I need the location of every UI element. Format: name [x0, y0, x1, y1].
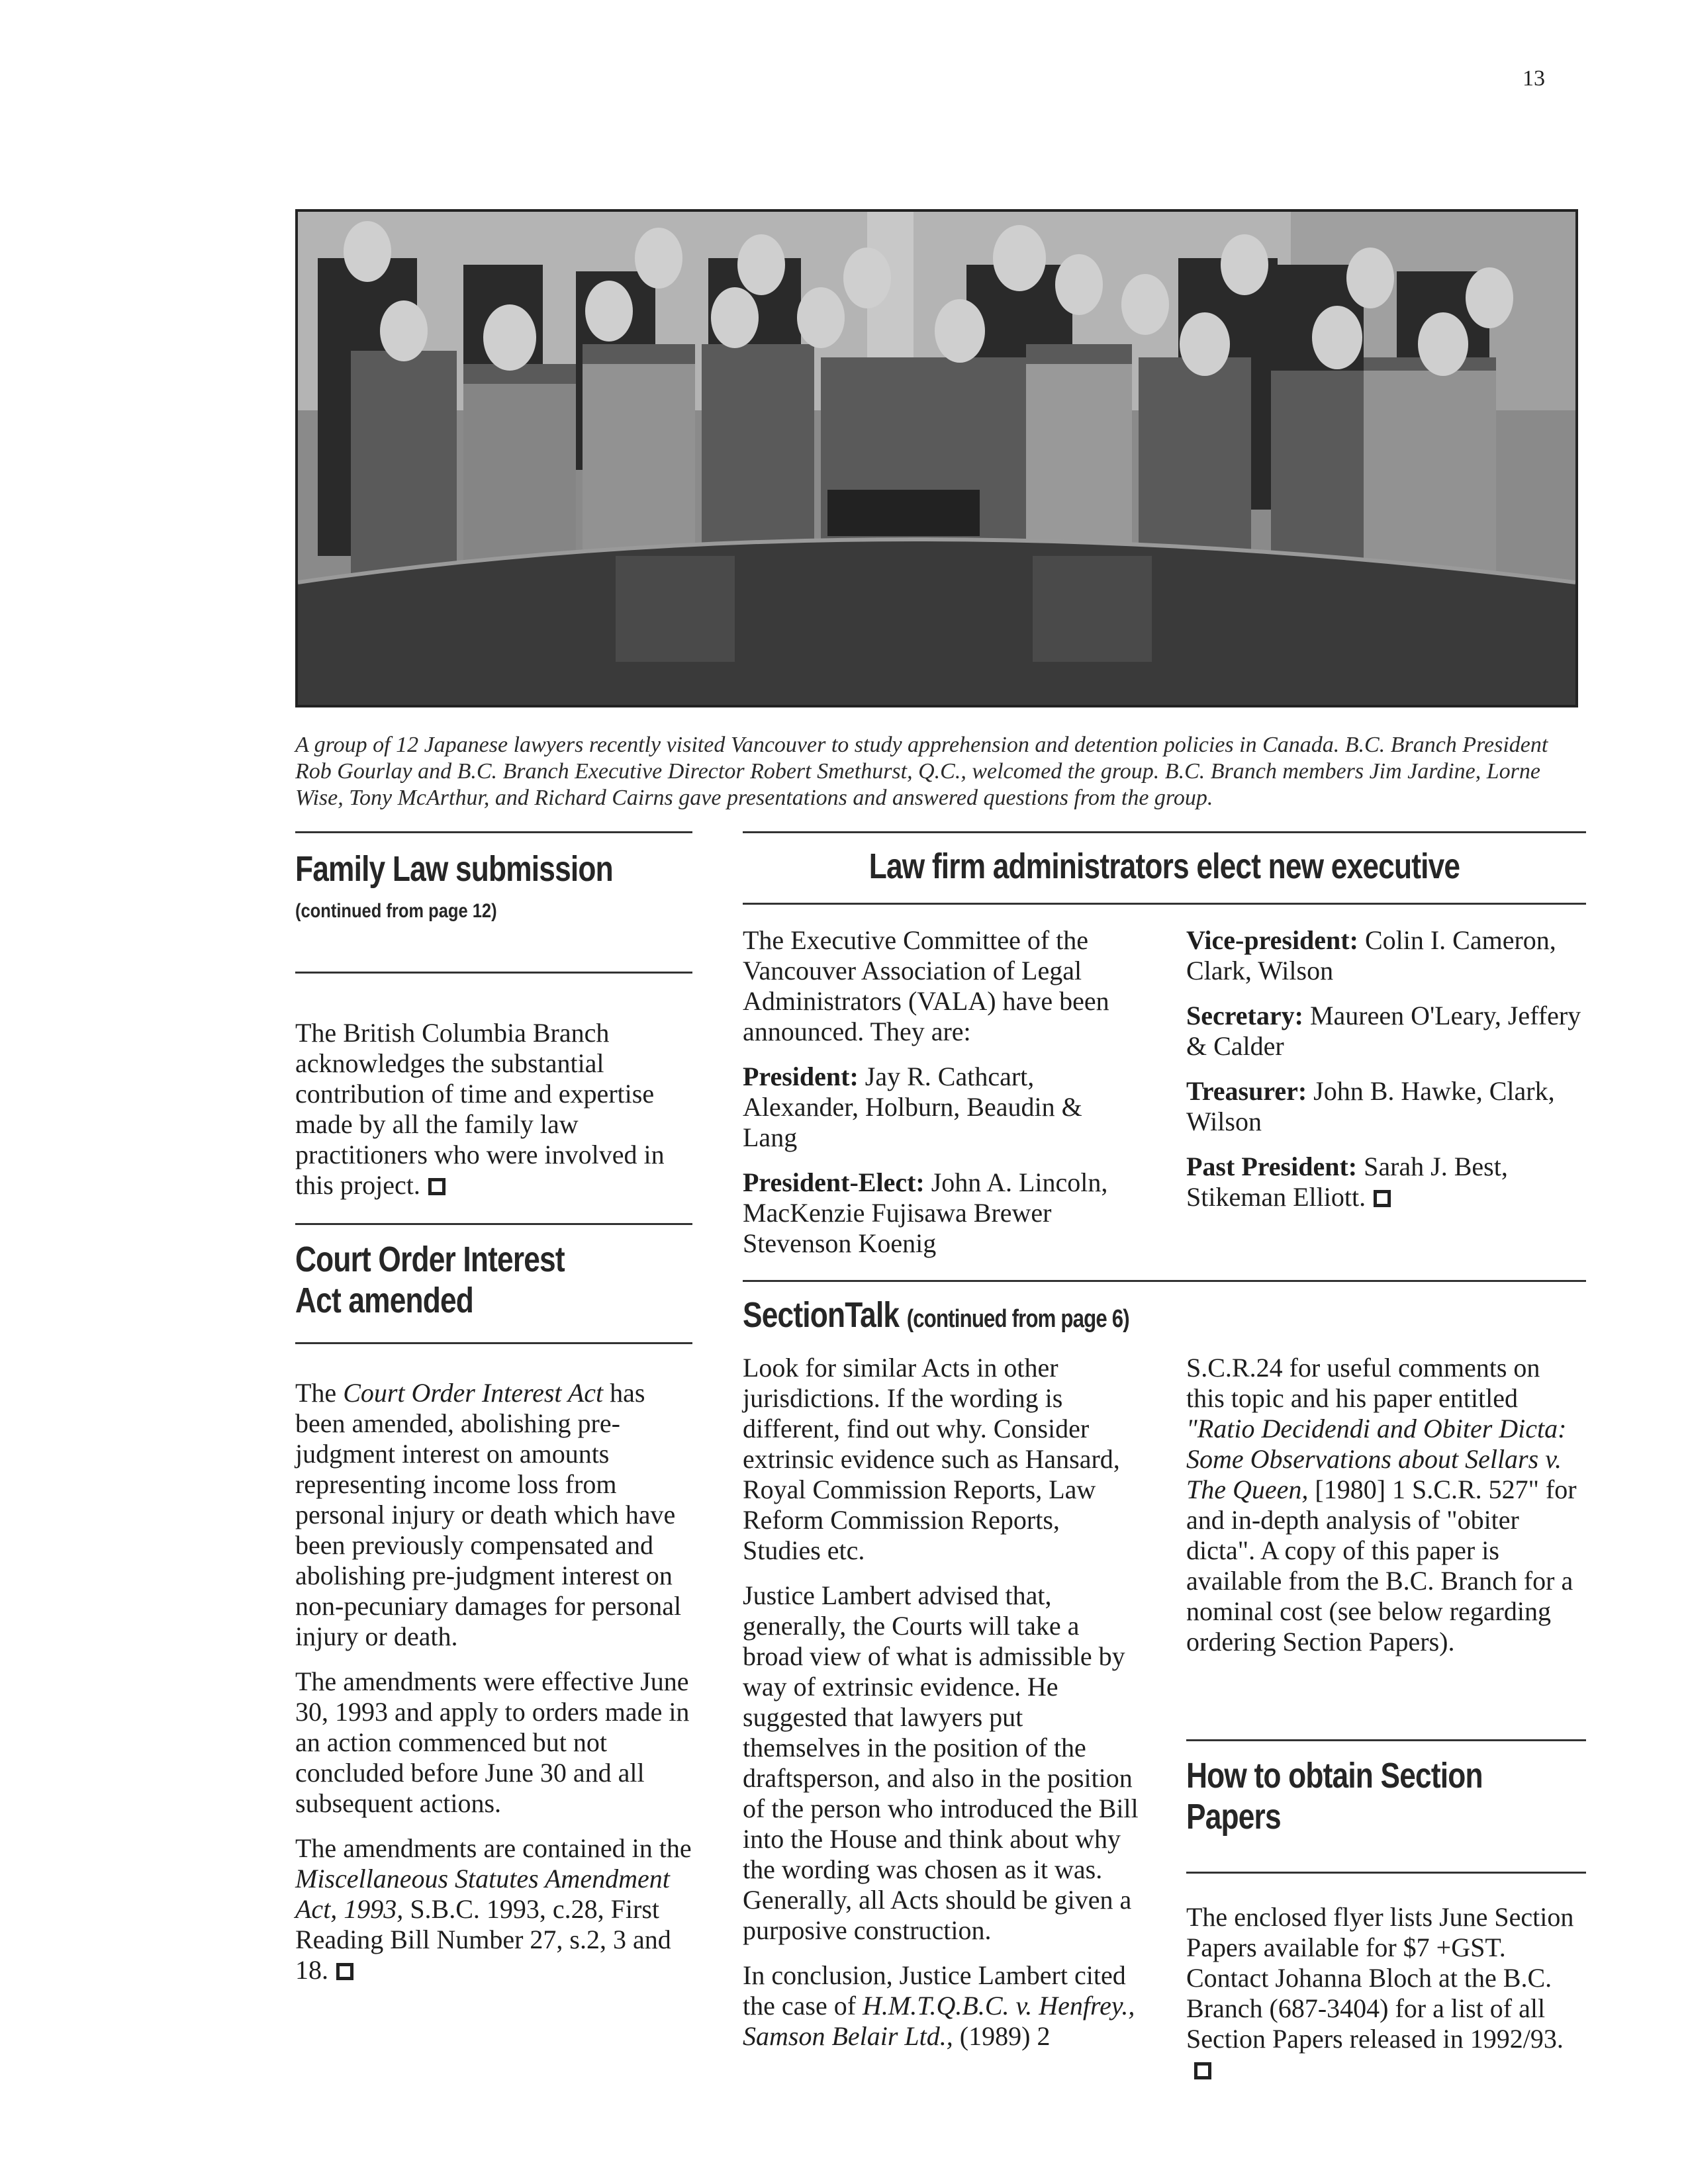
family-law-title: Family Law submission: [295, 849, 613, 889]
section-talk-heading: [743, 1295, 1129, 1340]
end-mark-icon: [428, 1178, 445, 1195]
rule-court-top: [295, 1223, 692, 1225]
rule-howto-top: [1186, 1739, 1586, 1741]
rule-court-bottom: [295, 1342, 692, 1344]
rule-howto-bottom: [1186, 1872, 1586, 1874]
officer-president-elect: President-Elect: John A. Lincoln, MacKenzie Fujisawa Brewer Stevenson Koenig: [743, 1167, 1108, 1258]
end-mark-icon: [1194, 2062, 1211, 2079]
officer-secretary: Secretary: Maureen O'Leary, Jeffery & Calder: [1186, 1001, 1581, 1061]
section-talk-title: SectionTalk: [743, 1295, 900, 1335]
end-mark-icon: [336, 1963, 353, 1980]
how-to-body: The enclosed flyer lists June Section Papers available for $7 +GST. Contact Johanna Bloch at the B.C. Branch (687-3404) for a list of all Section Papers released in 1992/93.: [1186, 1902, 1583, 2085]
rule-family-top: [295, 831, 692, 833]
rule-sectiontalk-top: [743, 1280, 1586, 1282]
section-talk-continued: (continued from page 6): [906, 1305, 1129, 1333]
page-number: 13: [1523, 66, 1545, 91]
officer-vice-president: Vice-president: Colin I. Cameron, Clark, Wilson: [1186, 925, 1556, 985]
law-firm-col-left: [743, 925, 1140, 1259]
group-photo: [295, 209, 1578, 707]
officer-treasurer: Treasurer: John B. Hawke, Clark, Wilson: [1186, 1076, 1555, 1136]
law-firm-intro: The Executive Committee of the Vancouver Association of Legal Administrators (VALA) have been announced. They are:: [743, 925, 1109, 1046]
end-mark-icon: [1374, 1190, 1391, 1207]
section-talk-col-left: Look for similar Acts in other jurisdictions. If the wording is different, find out why. Consider extrinsic evidence such as Hansard, Royal Commission Reports, Law Reform Commission Reports, Studies etc. Justice Lambert advised that, generally, the Courts will take a broad view of what is admissible by way of extrinsic evidence. He suggested that lawyers put themselves in the position of the draftsperson, and also in the position of the person who introduced the Bill into the House and think about why the wording was chosen as it was. Generally, all Acts should be given a purposive construction. In conclusion, Justice Lambert cited the case of H.M.T.Q.B.C. v. Henfrey., Samson Belair Ltd., (1989) 2: [743, 1353, 1139, 2051]
family-law-continued: (continued from page 12): [295, 900, 497, 922]
officer-president: President: Jay R. Cathcart, Alexander, Holburn, Beaudin & Lang: [743, 1062, 1082, 1152]
rule-lawfirm-top: [743, 831, 1586, 833]
law-firm-title: Law firm administrators elect new executive: [868, 846, 1460, 886]
officer-past-president: Past President: Sarah J. Best, Stikeman Elliott.: [1186, 1152, 1508, 1212]
rule-family-bottom: [295, 972, 692, 974]
rule-lawfirm-bottom: [743, 903, 1586, 905]
section-talk-col-right: S.C.R.24 for useful comments on this topic and his paper entitled "Ratio Decidendi and Obiter Dicta: Some Observations about Sellars v. The Queen, [1980] 1 S.C.R. 527" for and in-depth analysis of "obiter dicta". A copy of this paper is available from the B.C. Branch for a nominal cost (see below regarding ordering Section Papers).: [1186, 1353, 1577, 1657]
photo-caption: A group of 12 Japanese lawyers recently visited Vancouver to study apprehension and detention policies in Canada. B.C. Branch President Rob Gourlay and B.C. Branch Executive Director Robert Smethurst, Q.C., welcomed the group. B.C. Branch members Jim Jardine, Lorne Wise, Tony McArthur, and Richard Cairns gave presentations and answered questions from the group.: [295, 733, 1548, 810]
how-to-title: How to obtain Section Papers: [1186, 1756, 1483, 1837]
family-law-body: The British Columbia Branch acknowledges the substantial contribution of time and expertise made by all the family law practitioners who were involved in this project.: [295, 1018, 665, 1200]
court-order-body: The Court Order Interest Act has been amended, abolishing pre-judgment interest on amounts representing income loss from personal injury or death which have been previously compensated and abolishing pre-judgment interest on non-pecuniary damages for personal injury or death. The amendments were effective June 30, 1993 and apply to orders made in an action commenced but not concluded before June 30 and all subsequent actions. The amendments are contained in the Miscellaneous Statutes Amendment Act, 1993, S.B.C. 1993, c.28, First Reading Bill Number 27, s.2, 3 and 18.: [295, 1378, 692, 1985]
law-firm-col-right: [1186, 925, 1583, 1212]
court-order-title: Court Order Interest Act amended: [295, 1240, 565, 1320]
